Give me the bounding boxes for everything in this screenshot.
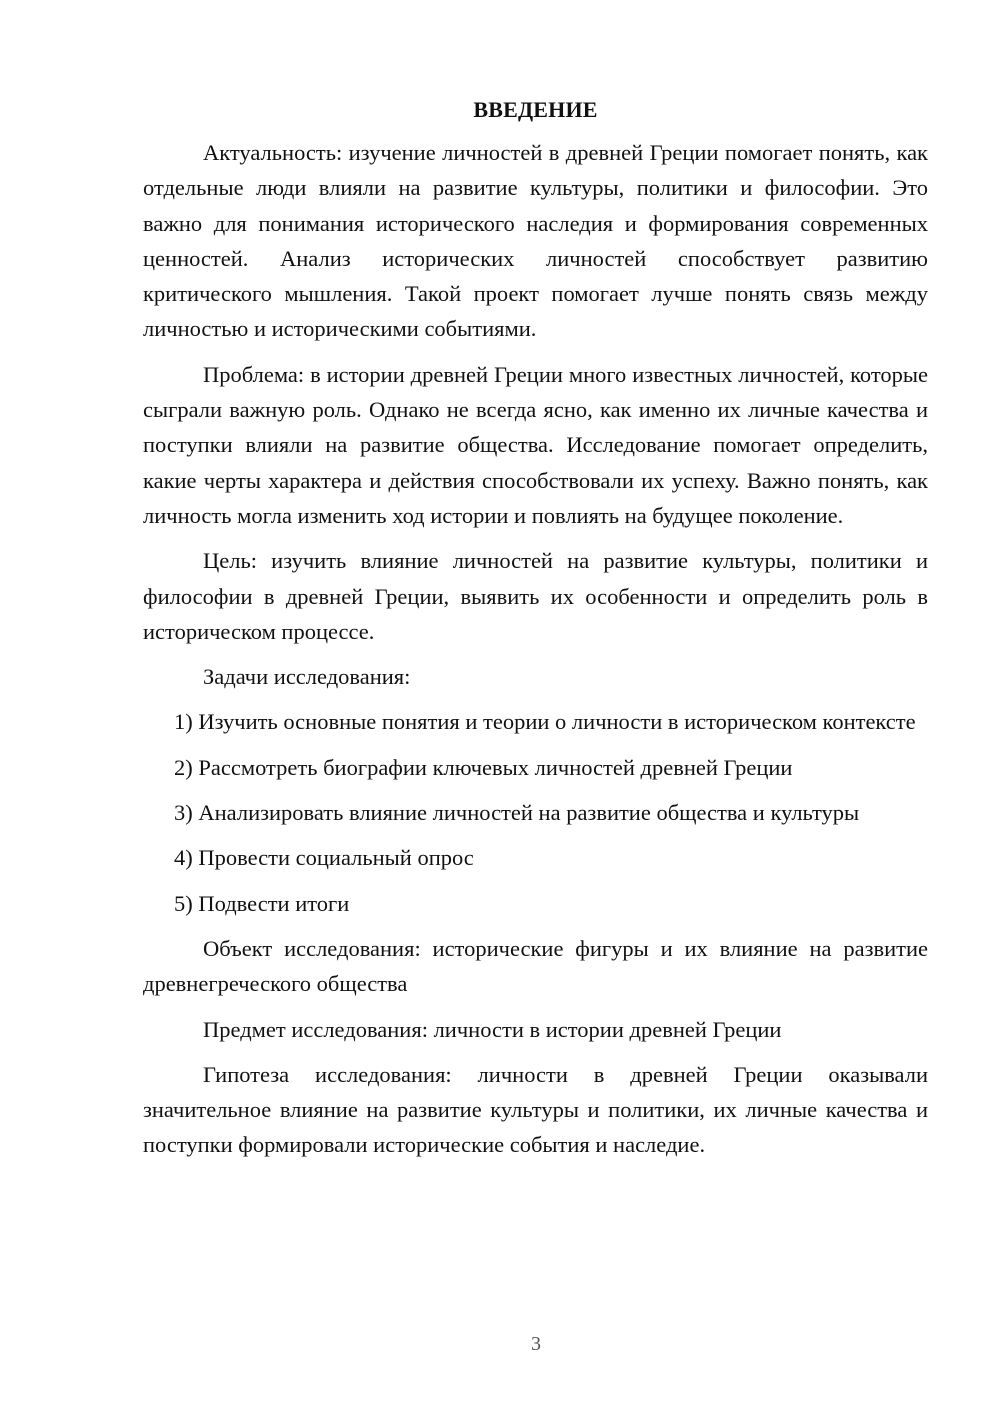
problem-paragraph: Проблема: в истории древней Греции много известных личностей, которые сыграли важную роль. Однако не всегда ясно, как именно их личные качества и поступки влияли на развитие общества. Исследование помогает определить, какие черты характера и действия способствовали их успеху. Важно понять, как личность могла изменить ход истории и повлиять на будущее поколение. (143, 361, 928, 528)
section-title: ВВЕДЕНИЕ (473, 97, 598, 122)
page-content (143, 92, 928, 1163)
task-item: 1) Изучить основные понятия и теории о личности в историческом контексте (174, 709, 916, 735)
relevance-paragraph: Актуальность: изучение личностей в древней Греции помогает понять, как отдельные люди влияли на развитие культуры, политики и философии. Это важно для понимания исторического наследия и формирования современных ценностей. Анализ исторических личностей способствует развитию критического мышления. Такой проект помогает лучше понять связь между личностью и историческими событиями. (143, 140, 928, 342)
tasks-heading: Задачи исследования: (203, 664, 411, 690)
goal-paragraph: Цель: изучить влияние личностей на развитие культуры, политики и философии в древней Греции, выявить их особенности и определить роль в историческом процессе. (143, 548, 928, 644)
object-paragraph: Объект исследования: исторические фигуры и их влияние на развитие древнегреческого общества (143, 935, 928, 997)
hypothesis-paragraph: Гипотеза исследования: личности в древней Греции оказывали значительное влияние на развитие культуры и политики, их личные качества и поступки формировали исторические события и наследие. (143, 1061, 928, 1158)
subject-paragraph: Предмет исследования: личности в истории древней Греции (203, 1016, 782, 1042)
task-item: 5) Подвести итоги (174, 890, 350, 916)
task-item: 3) Анализировать влияние личностей на развитие общества и культуры (174, 800, 860, 826)
task-item: 2) Рассмотреть биографии ключевых личностей древней Греции (174, 754, 793, 780)
page-number: 3 (531, 1333, 541, 1355)
task-item: 4) Провести социальный опрос (174, 845, 474, 871)
